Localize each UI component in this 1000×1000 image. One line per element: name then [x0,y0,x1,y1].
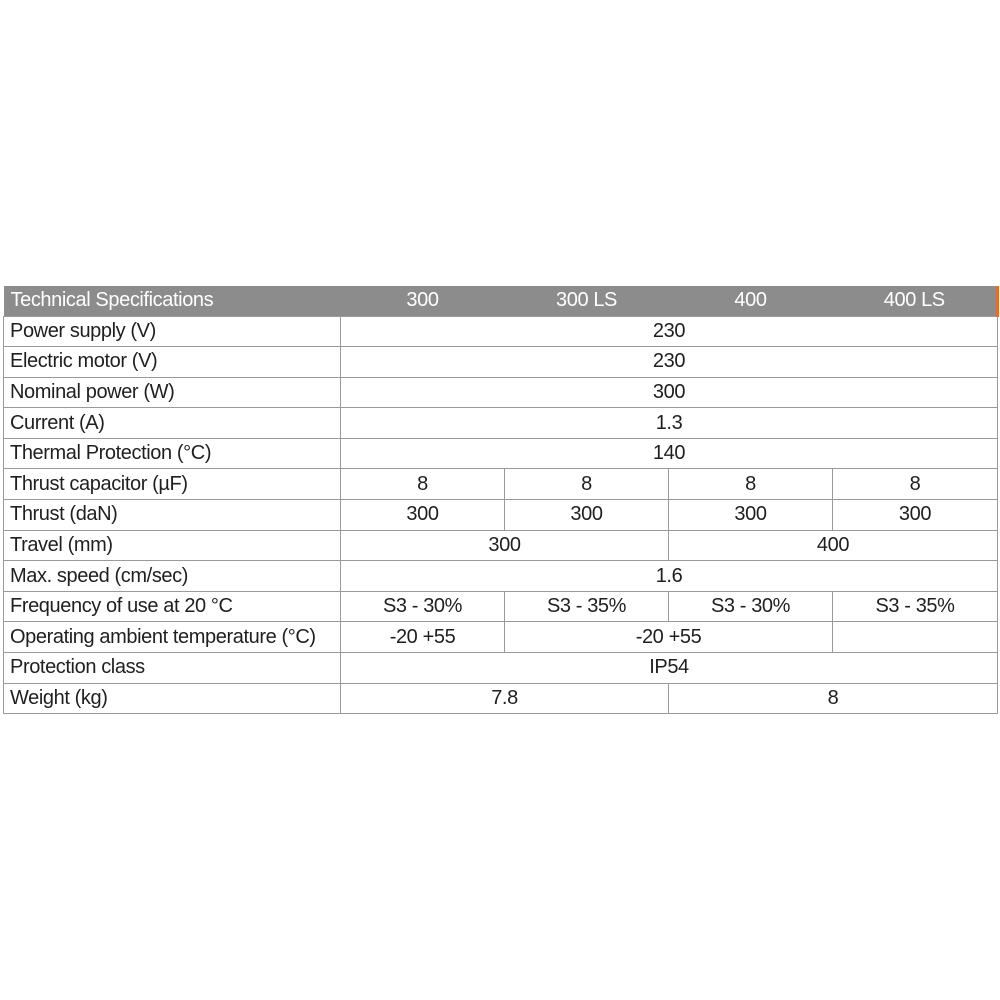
table-cell: 8 [341,469,505,500]
table-header-row [4,286,998,316]
row-label: Electric motor (V) [4,347,341,378]
table-cell: 400 [669,530,998,561]
table-cell: 140 [341,438,998,469]
table-cell: 300 [833,500,998,531]
row-label: Protection class [4,653,341,684]
table-cell: S3 - 30% [669,591,833,622]
row-label: Travel (mm) [4,530,341,561]
table-cell: 8 [833,469,998,500]
table-title: Technical Specifications [4,286,341,316]
table-cell: S3 - 35% [833,591,998,622]
table-row [4,408,998,439]
row-label: Thrust (daN) [4,500,341,531]
model-header-300: 300 [341,286,505,316]
table-cell: 8 [505,469,669,500]
table-cell: 7.8 [341,683,669,714]
table-cell: -20 +55 [505,622,833,653]
table-cell: IP54 [341,653,998,684]
table-cell: 300 [341,377,998,408]
row-label: Power supply (V) [4,316,341,347]
row-label: Thermal Protection (°C) [4,438,341,469]
model-header-400: 400 [669,286,833,316]
row-label: Operating ambient temperature (°C) [4,622,341,653]
table-row [4,561,998,592]
table-cell: -20 +55 [341,622,505,653]
table-cell: 300 [341,530,669,561]
table-cell: 300 [341,500,505,531]
table-row [4,316,998,347]
row-label: Max. speed (cm/sec) [4,561,341,592]
table-cell: S3 - 30% [341,591,505,622]
row-label: Current (A) [4,408,341,439]
table-row [4,377,998,408]
table-row [4,653,998,684]
table-row [4,438,998,469]
table-row [4,500,998,531]
table-cell: 1.6 [341,561,998,592]
table-cell: 300 [669,500,833,531]
table-cell: 300 [505,500,669,531]
row-label: Thrust capacitor (µF) [4,469,341,500]
table-row [4,683,998,714]
table-row [4,347,998,378]
row-label: Nominal power (W) [4,377,341,408]
model-header-300-ls: 300 LS [505,286,669,316]
table-row [4,530,998,561]
row-label: Weight (kg) [4,683,341,714]
row-label: Frequency of use at 20 °C [4,591,341,622]
table-body [4,316,998,714]
technical-specifications-table [3,286,999,714]
table-row [4,469,998,500]
table-row [4,622,998,653]
table-cell: 230 [341,316,998,347]
table-cell: 8 [669,469,833,500]
model-header-400-ls: 400 LS [833,286,998,316]
table-cell: 1.3 [341,408,998,439]
table-cell: 8 [669,683,998,714]
table-row [4,591,998,622]
table-cell [833,622,998,653]
table-cell: 230 [341,347,998,378]
table-cell: S3 - 35% [505,591,669,622]
